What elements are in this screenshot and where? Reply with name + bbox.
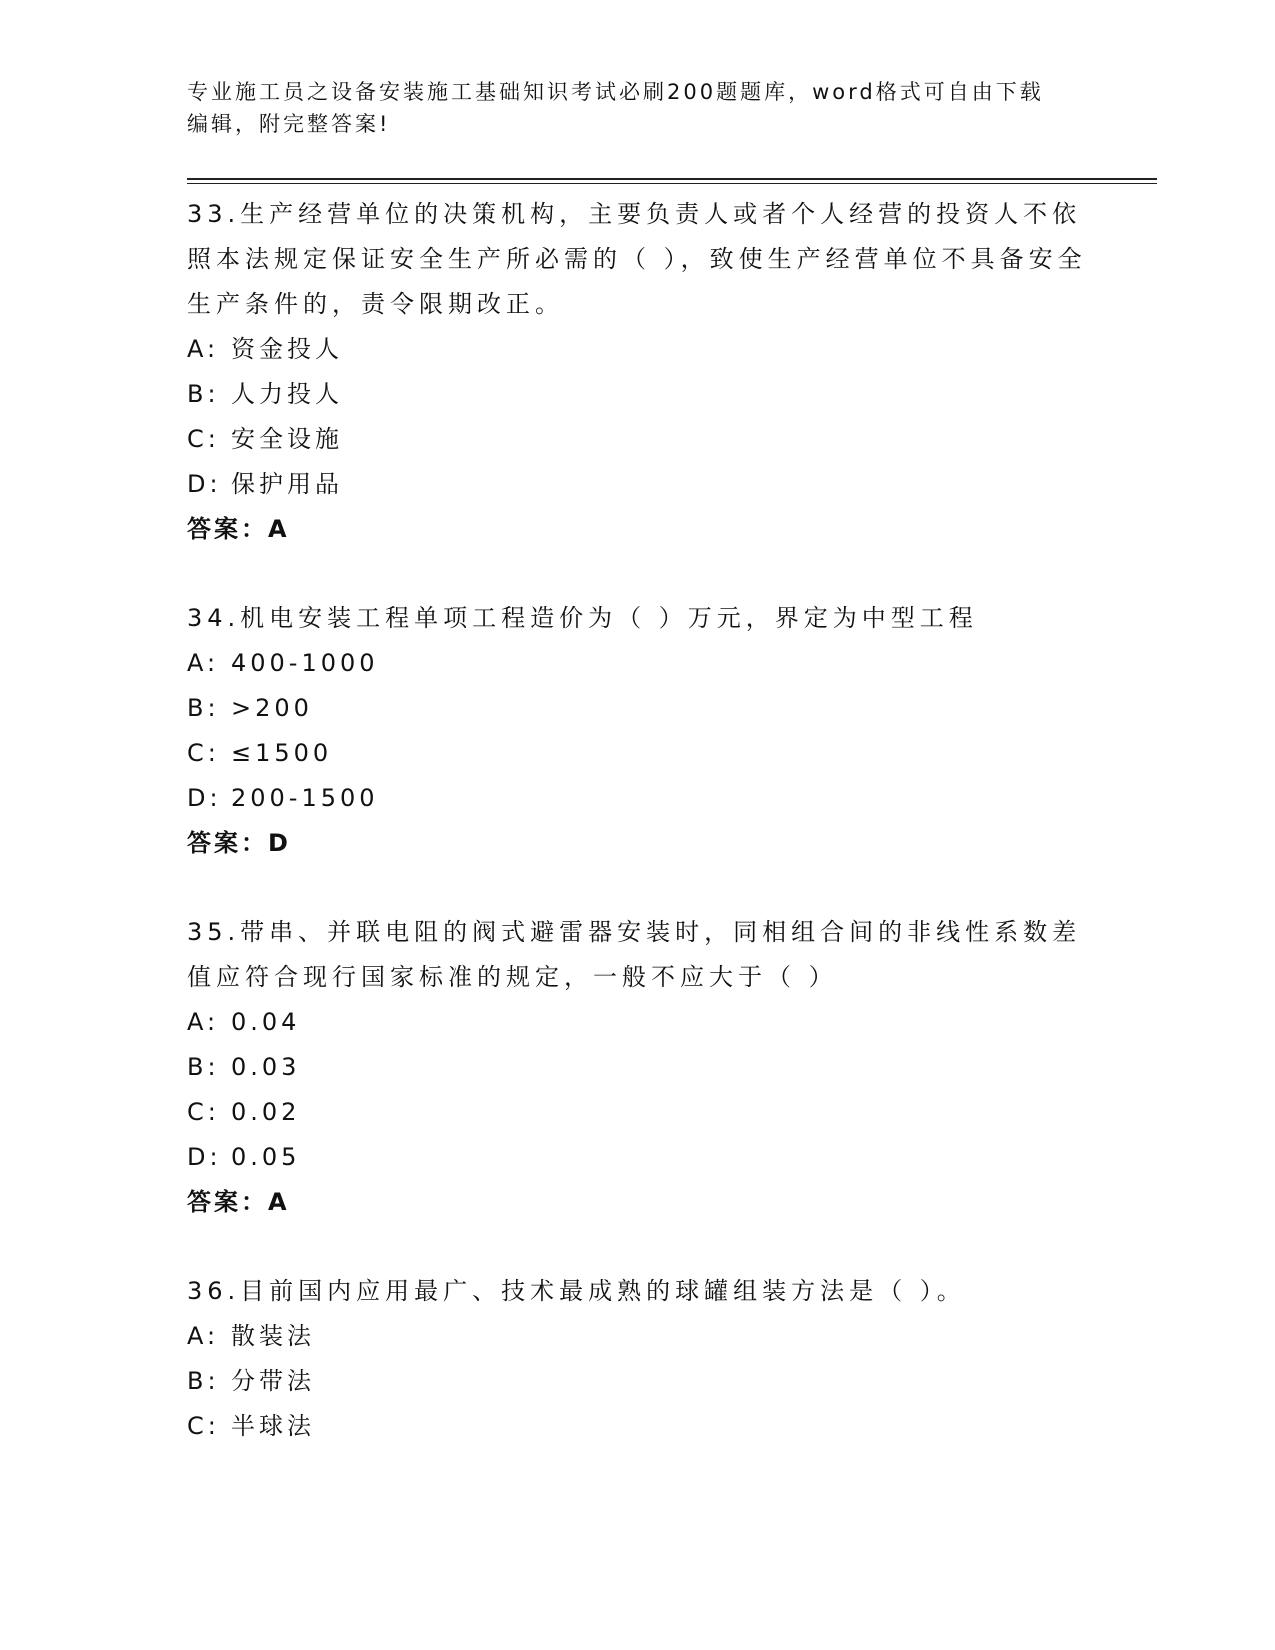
- option-letter: D:: [187, 470, 222, 498]
- option-text: ≤1500: [231, 739, 333, 767]
- option-letter: D:: [187, 784, 222, 812]
- header-divider-thin: [187, 183, 1157, 184]
- question-number: 34.: [187, 604, 241, 632]
- header-divider-thick: [187, 178, 1157, 180]
- option-letter: C:: [187, 1098, 220, 1126]
- question-number: 35.: [187, 918, 241, 946]
- option-letter: A:: [187, 1008, 220, 1036]
- option-text: 分带法: [231, 1367, 315, 1395]
- question-stem: [187, 1269, 1087, 1314]
- option-text: 资金投人: [231, 335, 343, 363]
- option-d: [187, 776, 1087, 821]
- question-text: 机电安装工程单项工程造价为（ ）万元，界定为中型工程: [240, 604, 978, 632]
- answer-line: 答案：A: [187, 1188, 290, 1216]
- option-c: [187, 1090, 1087, 1135]
- question-text: 生产经营单位的决策机构，主要负责人或者个人经营的投资人不依照本法规定保证安全生产所必需的（ ），致使生产经营单位不具备安全生产条件的，责令限期改正。: [187, 200, 1087, 318]
- option-d: [187, 462, 1087, 507]
- option-letter: B:: [187, 1053, 220, 1081]
- option-letter: C:: [187, 425, 220, 453]
- option-letter: B:: [187, 380, 220, 408]
- question-list: [187, 192, 1087, 1493]
- header-line-2: 编辑，附完整答案!: [187, 112, 391, 136]
- question-36: [187, 1269, 1087, 1449]
- option-letter: C:: [187, 739, 220, 767]
- answer-line: 答案：A: [187, 515, 290, 543]
- option-text: 0.05: [231, 1143, 301, 1171]
- option-c: [187, 417, 1087, 462]
- document-header: [187, 76, 1087, 140]
- question-34: [187, 596, 1087, 866]
- question-stem: [187, 910, 1087, 1000]
- question-number: 33.: [187, 200, 241, 228]
- option-a: [187, 327, 1087, 372]
- option-text: 安全设施: [231, 425, 343, 453]
- option-b: [187, 1045, 1087, 1090]
- option-text: >200: [231, 694, 313, 722]
- question-35: [187, 910, 1087, 1225]
- option-letter: D:: [187, 1143, 222, 1171]
- option-c: [187, 1404, 1087, 1449]
- question-33: [187, 192, 1087, 552]
- option-text: 人力投人: [231, 380, 343, 408]
- answer-line: 答案：D: [187, 829, 291, 857]
- option-text: 0.02: [231, 1098, 301, 1126]
- option-d: [187, 1135, 1087, 1180]
- option-b: [187, 686, 1087, 731]
- option-b: [187, 372, 1087, 417]
- option-text: 200-1500: [231, 784, 379, 812]
- option-text: 保护用品: [231, 470, 343, 498]
- option-letter: A:: [187, 1322, 220, 1350]
- option-a: [187, 641, 1087, 686]
- option-letter: A:: [187, 649, 220, 677]
- option-letter: C:: [187, 1412, 220, 1440]
- option-text: 0.04: [231, 1008, 301, 1036]
- option-text: 半球法: [231, 1412, 315, 1440]
- option-b: [187, 1359, 1087, 1404]
- header-line-1: 专业施工员之设备安装施工基础知识考试必刷200题题库，word格式可自由下载: [187, 80, 1044, 104]
- question-stem: [187, 596, 1087, 641]
- option-c: [187, 731, 1087, 776]
- option-text: 0.03: [231, 1053, 301, 1081]
- option-text: 400-1000: [231, 649, 379, 677]
- question-text: 目前国内应用最广、技术最成熟的球罐组装方法是（ ）。: [240, 1277, 966, 1305]
- question-number: 36.: [187, 1277, 241, 1305]
- option-letter: B:: [187, 694, 220, 722]
- option-a: [187, 1314, 1087, 1359]
- option-letter: B:: [187, 1367, 220, 1395]
- question-text: 带串、并联电阻的阀式避雷器安装时，同相组合间的非线性系数差值应符合现行国家标准的规定，一般不应大于（ ）: [187, 918, 1082, 991]
- option-letter: A:: [187, 335, 220, 363]
- option-text: 散装法: [231, 1322, 315, 1350]
- question-stem: [187, 192, 1087, 327]
- option-a: [187, 1000, 1087, 1045]
